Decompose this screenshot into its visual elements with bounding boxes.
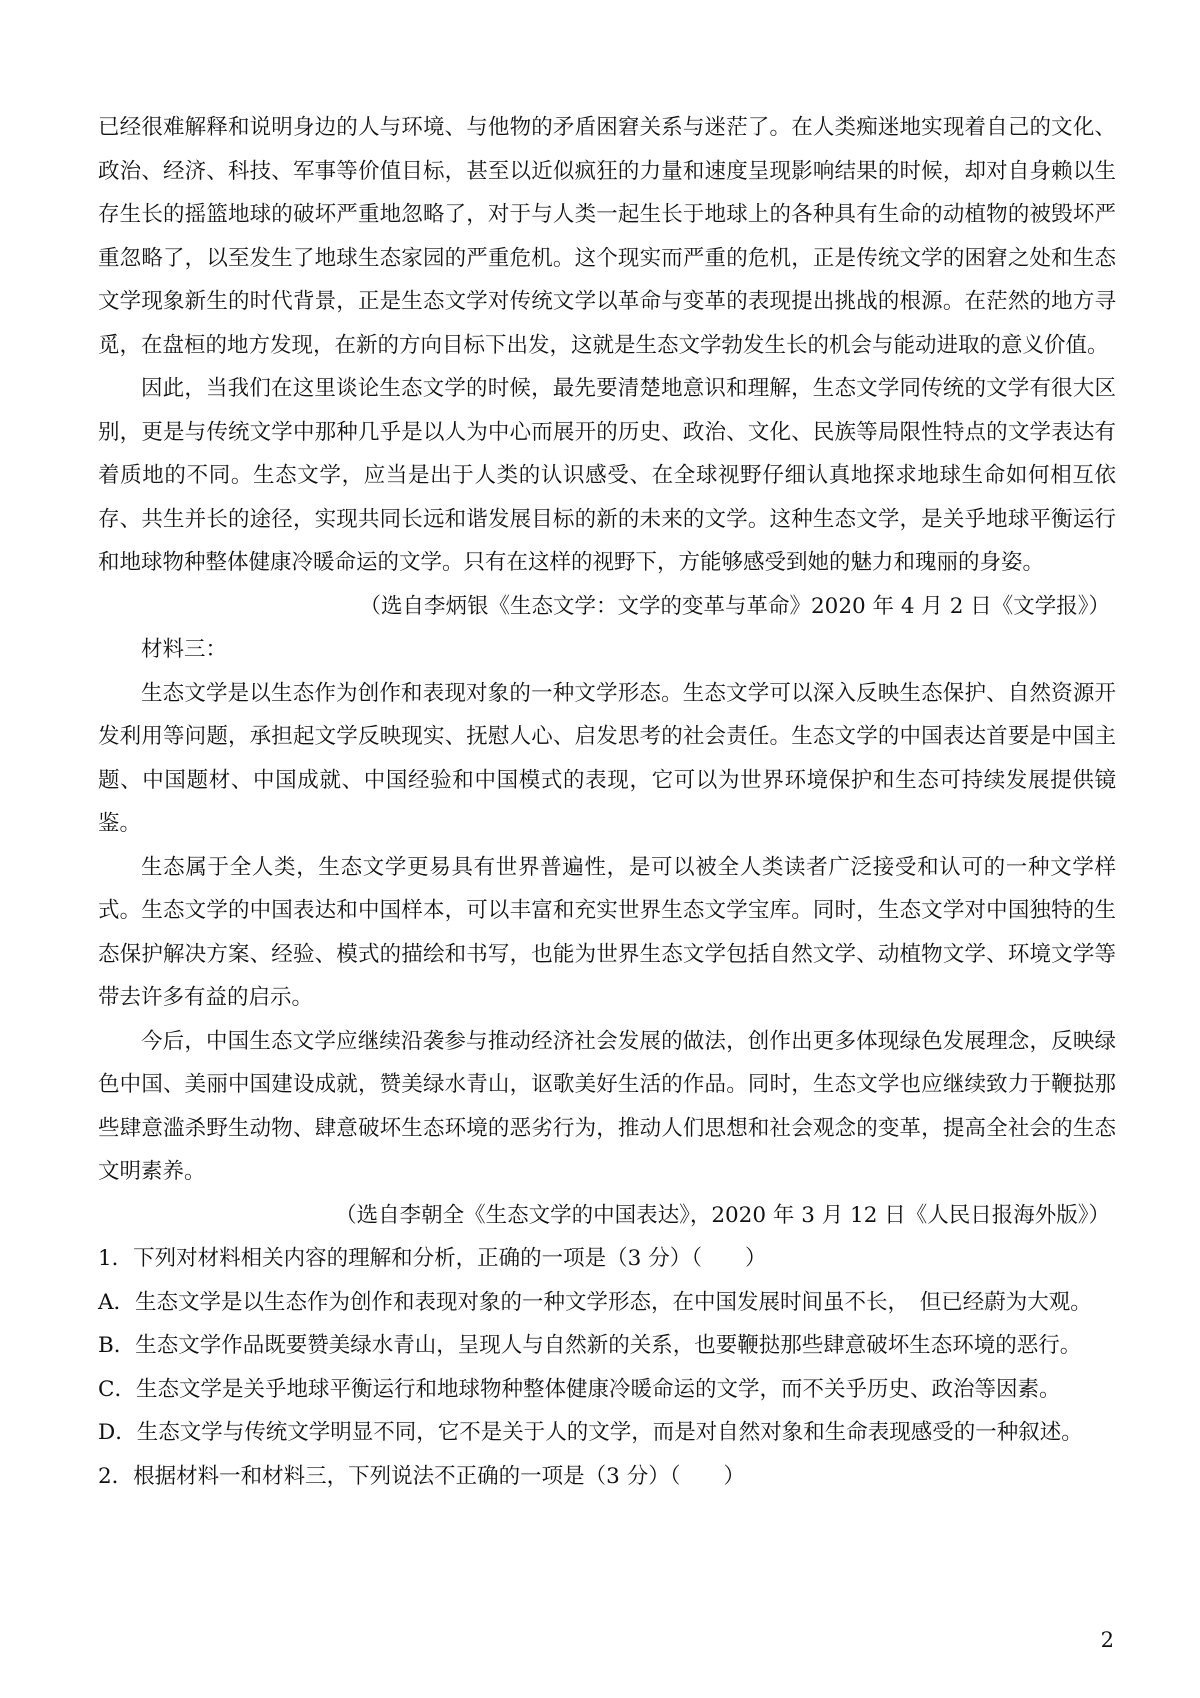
material-three-paragraph-2: 生态属于全人类，生态文学更易具有世界普遍性，是可以被全人类读者广泛接受和认可的一种文学样式。生态文学的中国表达和中国样本，可以丰富和充实世界生态文学宝库。同时，生态文学对中国独特的生态保护解决方案、经验、模式的描绘和书写，也能为世界生态文学包括自然文学、动植物文学、环境文学等带去许多有益的启示。 xyxy=(98,854,1116,1010)
material-two-paragraph-2: 因此，当我们在这里谈论生态文学的时候，最先要清楚地意识和理解，生态文学同传统的文学有很大区别，更是与传统文学中那种几乎是以人为中心而展开的历史、政治、文化、民族等局限性特点的文学表达有着质地的不同。生态文学，应当是出于人类的认识感受、在全球视野仔细认真地探求地球生命如何相互依存、共生并长的途径，实现共同长远和谐发展目标的新的未来的文学。这种生态文学，是关乎地球平衡运行和地球物种整体健康冷暖命运的文学。只有在这样的视野下，方能够感受到她的魅力和瑰丽的身姿。 xyxy=(98,376,1116,575)
material-two-source: （选自李炳银《生态文学：文学的变革与革命》2020 年 4 月 2 日《文学报》） xyxy=(359,593,1110,619)
question-1-option-a: A．生态文学是以生态作为创作和表现对象的一种文学形态，在中国发展时间虽不长， 但已经蔚为大观。 xyxy=(98,1289,1092,1315)
material-three-source: （选自李朝全《生态文学的中国表达》，2020 年 3 月 12 日《人民日报海外版》） xyxy=(335,1202,1110,1228)
page-number: 2 xyxy=(1100,1628,1114,1652)
question-2-stem: 2．根据材料一和材料三，下列说法不正确的一项是（3 分）（ ） xyxy=(98,1463,745,1489)
question-1-stem: 1．下列对材料相关内容的理解和分析，正确的一项是（3 分）（ ） xyxy=(98,1246,767,1271)
material-three-paragraph-3: 今后，中国生态文学应继续沿袭参与推动经济社会发展的做法，创作出更多体现绿色发展理念，反映绿色中国、美丽中国建设成就，赞美绿水青山，讴歌美好生活的作品。同时，生态文学也应继续致力于鞭挞那些肆意滥杀野生动物、肆意破坏生态环境的恶劣行为，推动人们思想和社会观念的变革，提高全社会的生态文明素养。 xyxy=(98,1028,1116,1184)
question-1-option-b: B．生态文学作品既要赞美绿水青山，呈现人与自然新的关系，也要鞭挞那些肆意破坏生态环境的恶行。 xyxy=(98,1333,1082,1358)
document-body xyxy=(98,106,1116,1498)
material-three-paragraph-1: 生态文学是以生态作为创作和表现对象的一种文学形态。生态文学可以深入反映生态保护、自然资源开发利用等问题，承担起文学反映现实、抚慰人心、启发思考的社会责任。生态文学的中国表达首要是中国主题、中国题材、中国成就、中国经验和中国模式的表现，它可以为世界环境保护和生态可持续发展提供镜鉴。 xyxy=(98,680,1116,836)
material-three-heading: 材料三： xyxy=(141,637,228,662)
material-two-paragraph-1: 已经很难解释和说明身边的人与环境、与他物的矛盾困窘关系与迷茫了。在人类痴迷地实现着自己的文化、政治、经济、科技、军事等价值目标，甚至以近似疯狂的力量和速度呈现影响结果的时候，却对自身赖以生存生长的摇篮地球的破坏严重地忽略了，对于与人类一起生长于地球上的各种具有生命的动植物的被毁坏严重忽略了，以至发生了地球生态家园的严重危机。这个现实而严重的危机，正是传统文学的困窘之处和生态文学现象新生的时代背景，正是生态文学对传统文学以革命与变革的表现提出挑战的根源。在茫然的地方寻觅，在盘桓的地方发现，在新的方向目标下出发，这就是生态文学勃发生长的机会与能动进取的意义价值。 xyxy=(98,115,1116,358)
question-1-option-d: D．生态文学与传统文学明显不同，它不是关于人的文学，而是对自然对象和生命表现感受的一种叙述。 xyxy=(98,1420,1083,1445)
question-1-option-c: C．生态文学是关乎地球平衡运行和地球物种整体健康冷暖命运的文学，而不关乎历史、政治等因素。 xyxy=(98,1376,1061,1402)
